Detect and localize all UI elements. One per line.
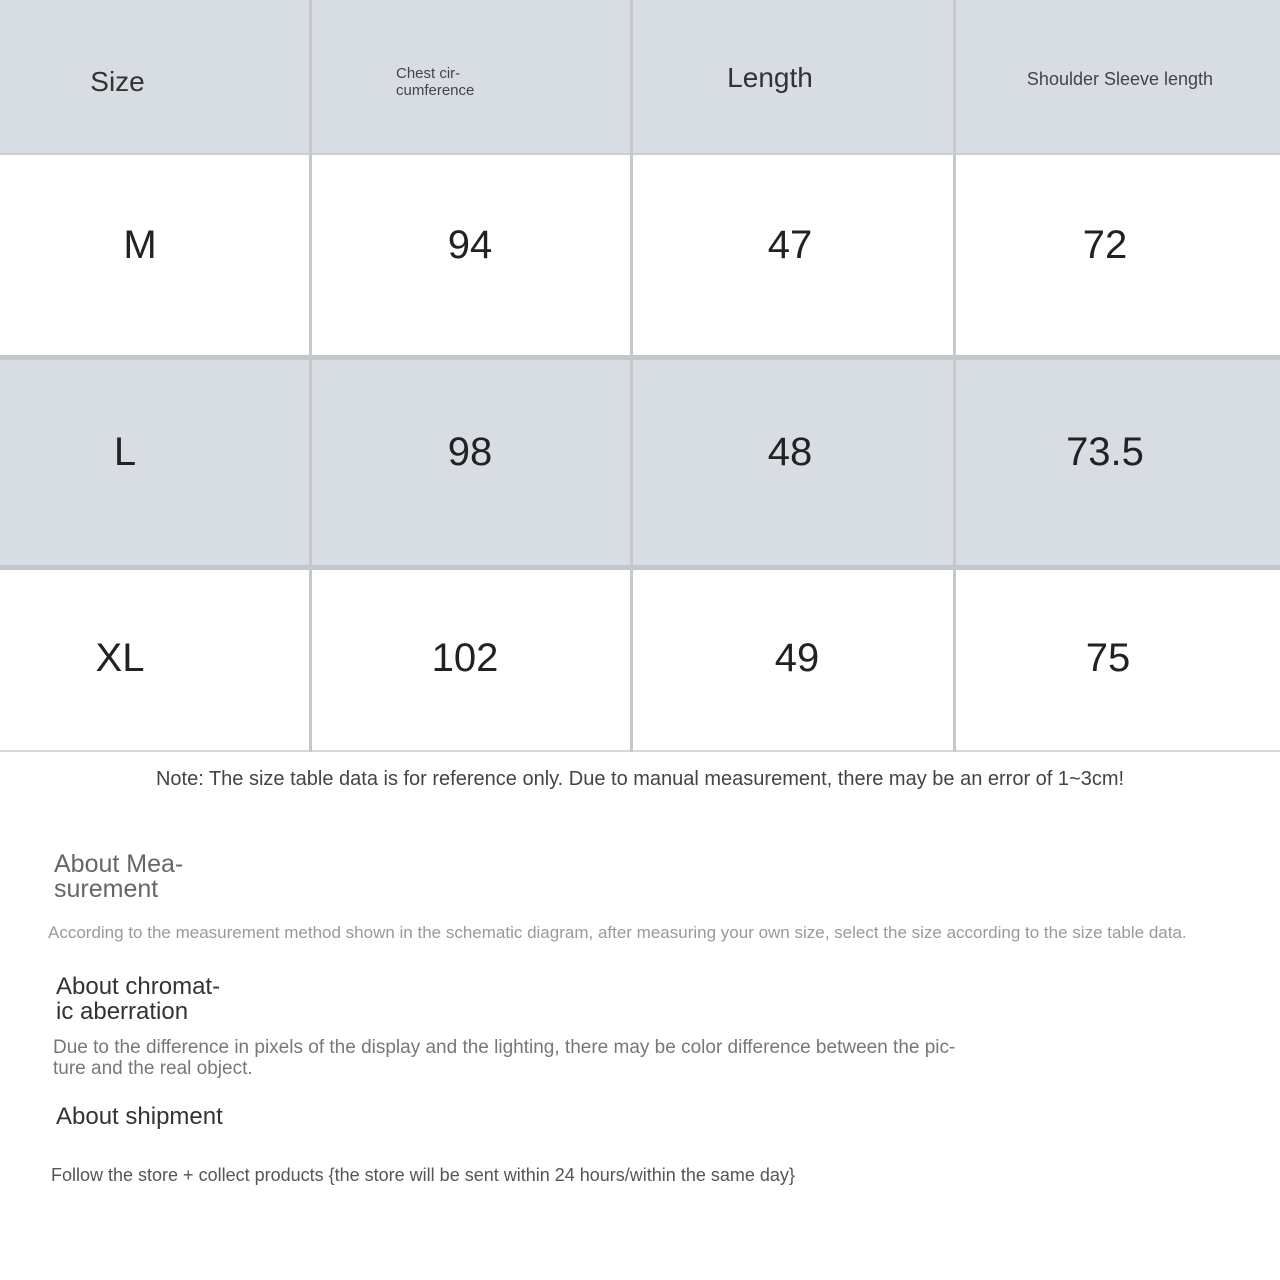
cell-size: L (113, 429, 137, 474)
chromatic-aberration-title: About chromat- ic aberration (56, 973, 221, 1025)
row-divider (0, 565, 1280, 570)
cell-chest: 98 (447, 429, 493, 474)
header-chest-circumference: Chest cir- cumference (396, 65, 475, 99)
cell-length: 49 (774, 635, 820, 680)
row-divider (0, 355, 1280, 360)
chromatic-aberration-text: Due to the difference in pixels of the display and the lighting, there may be color difference between the pic- ture and the real object. (53, 1037, 956, 1079)
cell-sleeve: 72 (1082, 222, 1128, 267)
cell-length: 48 (767, 429, 813, 474)
cell-size: M (123, 222, 157, 267)
header-shoulder-sleeve-length: Shoulder Sleeve length (1026, 68, 1214, 89)
cell-size: XL (95, 635, 145, 680)
size-note: Note: The size table data is for reference only. Due to manual measurement, there may be an error of 1~3cm! (155, 768, 1125, 790)
measurement-text: According to the measurement method shown in the schematic diagram, after measuring your own size, select the size according to the size table data. (48, 923, 1187, 942)
shipment-text: Follow the store + collect products {the store will be sent within 24 hours/within the same day} (51, 1165, 795, 1185)
cell-chest: 102 (431, 635, 499, 680)
row-divider (0, 750, 1280, 752)
measurement-title: About Mea- surement (54, 850, 184, 903)
cell-length: 47 (767, 222, 813, 267)
cell-chest: 94 (447, 222, 493, 267)
cell-sleeve: 75 (1085, 635, 1131, 680)
column-divider (309, 0, 312, 752)
shipment-title: About shipment (56, 1103, 223, 1130)
header-length: Length (727, 62, 813, 93)
cell-sleeve: 73.5 (1066, 429, 1144, 474)
header-size: Size (90, 66, 145, 97)
column-divider (630, 0, 633, 752)
column-divider (953, 0, 956, 752)
row-divider (0, 153, 1280, 155)
